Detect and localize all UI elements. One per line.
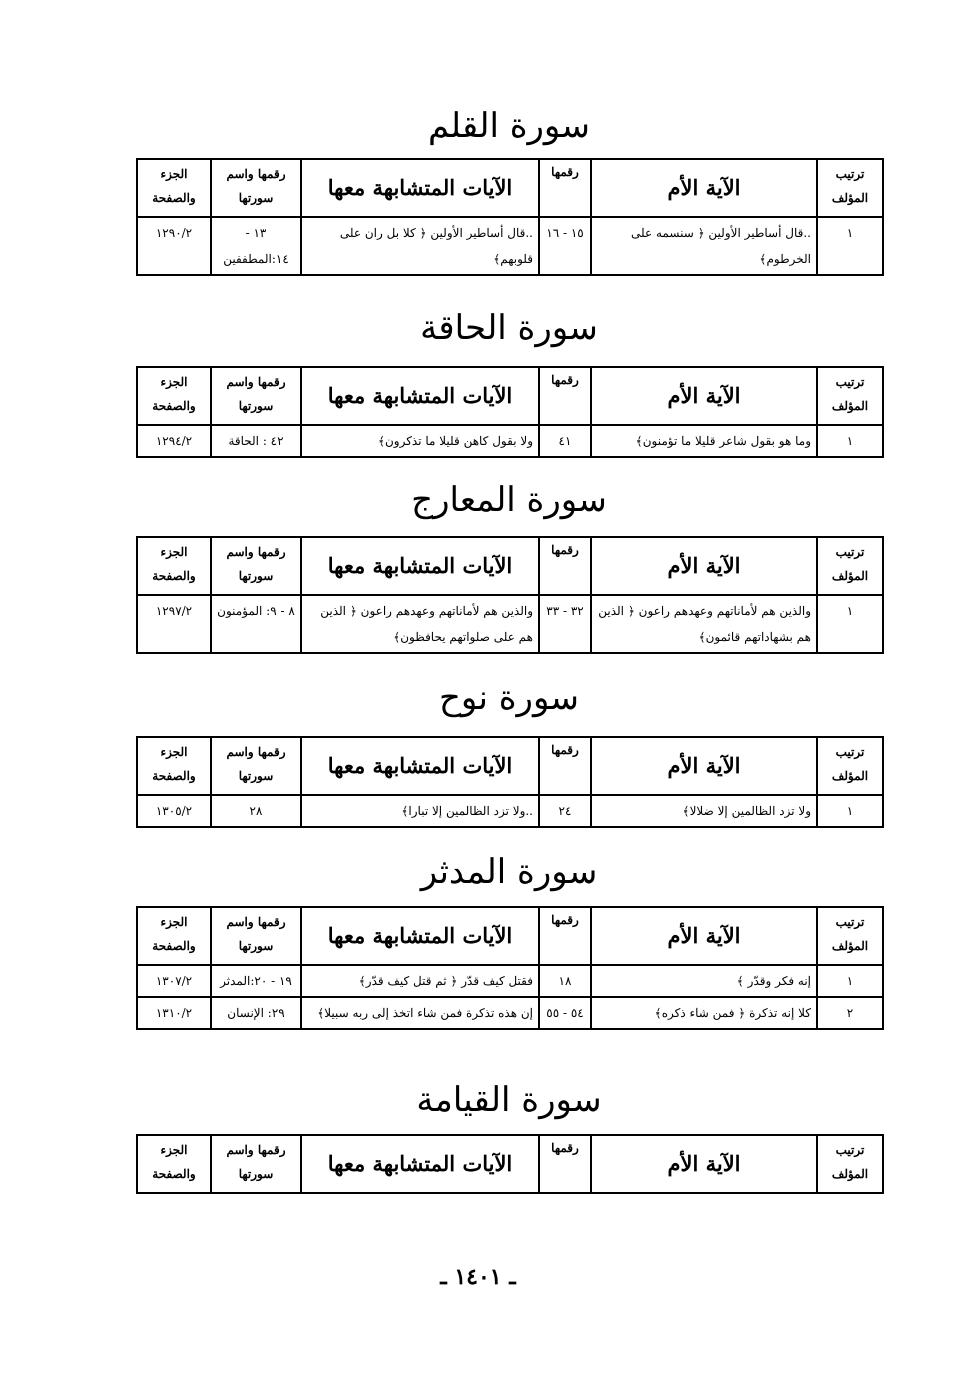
- header-order: ترتيب المؤلف: [817, 367, 883, 425]
- verses-table: [136, 1134, 884, 1194]
- cell-similar-verse: ..ولا تزد الظالمين إلا تبارا﴾: [301, 795, 539, 827]
- verses-table: [136, 736, 884, 828]
- surah-title: سورة القيامة: [416, 1080, 602, 1120]
- cell-part-page: ١٣٠٥/٢: [137, 795, 211, 827]
- header-number-surah: رقمها واسم سورتها: [211, 907, 301, 965]
- header-similar-verses: الآيات المتشابهة معها: [301, 367, 539, 425]
- header-part-page: الجزء والصفحة: [137, 907, 211, 965]
- table-row: [137, 425, 883, 457]
- header-order: ترتيب المؤلف: [817, 1135, 883, 1193]
- cell-number: ٤١: [539, 425, 591, 457]
- header-number-surah: رقمها واسم سورتها: [211, 537, 301, 595]
- surah-title: سورة الحاقة: [420, 308, 598, 348]
- cell-reference: ٨ - ٩: المؤمنون: [211, 595, 301, 653]
- header-order: ترتيب المؤلف: [817, 159, 883, 217]
- table-header-row: [137, 1135, 883, 1193]
- cell-part-page: ١٣٠٧/٢: [137, 965, 211, 997]
- header-order: ترتيب المؤلف: [817, 737, 883, 795]
- header-part-page: الجزء والصفحة: [137, 159, 211, 217]
- header-number: رقمها: [539, 1135, 591, 1193]
- header-mother-verse: الآية الأم: [591, 537, 817, 595]
- cell-number: ١٥ - ١٦: [539, 217, 591, 275]
- header-mother-verse: الآية الأم: [591, 367, 817, 425]
- cell-mother-verse: كلا إنه تذكرة ﴿ فمن شاء ذكره﴾: [591, 997, 817, 1029]
- page-number: ـ ١٤٠١ ـ: [440, 1264, 516, 1290]
- header-order: ترتيب المؤلف: [817, 537, 883, 595]
- cell-order: ١: [817, 217, 883, 275]
- cell-mother-verse: إنه فكر وقدّر ﴾: [591, 965, 817, 997]
- header-similar-verses: الآيات المتشابهة معها: [301, 159, 539, 217]
- verses-table: [136, 906, 884, 1030]
- header-number-surah: رقمها واسم سورتها: [211, 367, 301, 425]
- cell-similar-verse: ولا بقول كاهن قليلا ما تذكرون﴾: [301, 425, 539, 457]
- header-number: رقمها: [539, 737, 591, 795]
- cell-similar-verse: إن هذه تذكرة فمن شاء اتخذ إلى ربه سبيلا﴾: [301, 997, 539, 1029]
- table-header-row: [137, 537, 883, 595]
- header-mother-verse: الآية الأم: [591, 907, 817, 965]
- verses-table: [136, 536, 884, 654]
- cell-mother-verse: ولا تزد الظالمين إلا ضلالا﴾: [591, 795, 817, 827]
- header-similar-verses: الآيات المتشابهة معها: [301, 737, 539, 795]
- header-part-page: الجزء والصفحة: [137, 367, 211, 425]
- cell-mother-verse: ..قال أساطير الأولين ﴿ سنسمه على الخرطوم﴾: [591, 217, 817, 275]
- header-number: رقمها: [539, 159, 591, 217]
- header-similar-verses: الآيات المتشابهة معها: [301, 537, 539, 595]
- header-mother-verse: الآية الأم: [591, 737, 817, 795]
- cell-part-page: ١٢٩٠/٢: [137, 217, 211, 275]
- table-header-row: [137, 367, 883, 425]
- cell-similar-verse: ..قال أساطير الأولين ﴿ كلا بل ران على قلوبهم﴾: [301, 217, 539, 275]
- table-header-row: [137, 737, 883, 795]
- cell-similar-verse: والذين هم لأماناتهم وعهدهم راعون ﴿ الذين هم على صلواتهم يحافظون﴾: [301, 595, 539, 653]
- table-header-row: [137, 159, 883, 217]
- cell-reference: ٤٢ : الحاقة: [211, 425, 301, 457]
- cell-mother-verse: وما هو بقول شاعر قليلا ما تؤمنون﴾: [591, 425, 817, 457]
- header-similar-verses: الآيات المتشابهة معها: [301, 1135, 539, 1193]
- cell-part-page: ١٢٩٤/٢: [137, 425, 211, 457]
- surah-title: سورة المدثر: [420, 852, 598, 892]
- cell-part-page: ١٣١٠/٢: [137, 997, 211, 1029]
- table-row: [137, 997, 883, 1029]
- cell-number: ٥٤ - ٥٥: [539, 997, 591, 1029]
- table-row: [137, 595, 883, 653]
- header-number: رقمها: [539, 907, 591, 965]
- header-mother-verse: الآية الأم: [591, 1135, 817, 1193]
- surah-title: سورة القلم: [428, 106, 590, 146]
- header-part-page: الجزء والصفحة: [137, 1135, 211, 1193]
- cell-number: ٣٢ - ٣٣: [539, 595, 591, 653]
- header-order: ترتيب المؤلف: [817, 907, 883, 965]
- cell-reference: ٢٨: [211, 795, 301, 827]
- verses-table: [136, 366, 884, 458]
- cell-similar-verse: فقتل كيف قدّر ﴿ ثم قتل كيف قدّر﴾: [301, 965, 539, 997]
- cell-order: ٢: [817, 997, 883, 1029]
- header-number: رقمها: [539, 537, 591, 595]
- cell-reference: ٢٩: الإنسان: [211, 997, 301, 1029]
- table-row: [137, 965, 883, 997]
- header-number: رقمها: [539, 367, 591, 425]
- surah-title: سورة المعارج: [411, 480, 607, 520]
- cell-number: ١٨: [539, 965, 591, 997]
- verses-table: [136, 158, 884, 276]
- table-row: [137, 795, 883, 827]
- header-number-surah: رقمها واسم سورتها: [211, 159, 301, 217]
- header-mother-verse: الآية الأم: [591, 159, 817, 217]
- table-header-row: [137, 907, 883, 965]
- header-number-surah: رقمها واسم سورتها: [211, 737, 301, 795]
- cell-number: ٢٤: [539, 795, 591, 827]
- surah-title: سورة نوح: [438, 678, 580, 718]
- cell-reference: ١٩ - ٢٠:المدثر: [211, 965, 301, 997]
- header-part-page: الجزء والصفحة: [137, 537, 211, 595]
- header-part-page: الجزء والصفحة: [137, 737, 211, 795]
- cell-part-page: ١٢٩٧/٢: [137, 595, 211, 653]
- cell-mother-verse: والذين هم لأماناتهم وعهدهم راعون ﴿ الذين هم بشهاداتهم قائمون﴾: [591, 595, 817, 653]
- cell-order: ١: [817, 595, 883, 653]
- cell-order: ١: [817, 965, 883, 997]
- cell-order: ١: [817, 795, 883, 827]
- header-number-surah: رقمها واسم سورتها: [211, 1135, 301, 1193]
- table-row: [137, 217, 883, 275]
- cell-reference: ١٣ - ١٤:المطففين: [211, 217, 301, 275]
- cell-order: ١: [817, 425, 883, 457]
- header-similar-verses: الآيات المتشابهة معها: [301, 907, 539, 965]
